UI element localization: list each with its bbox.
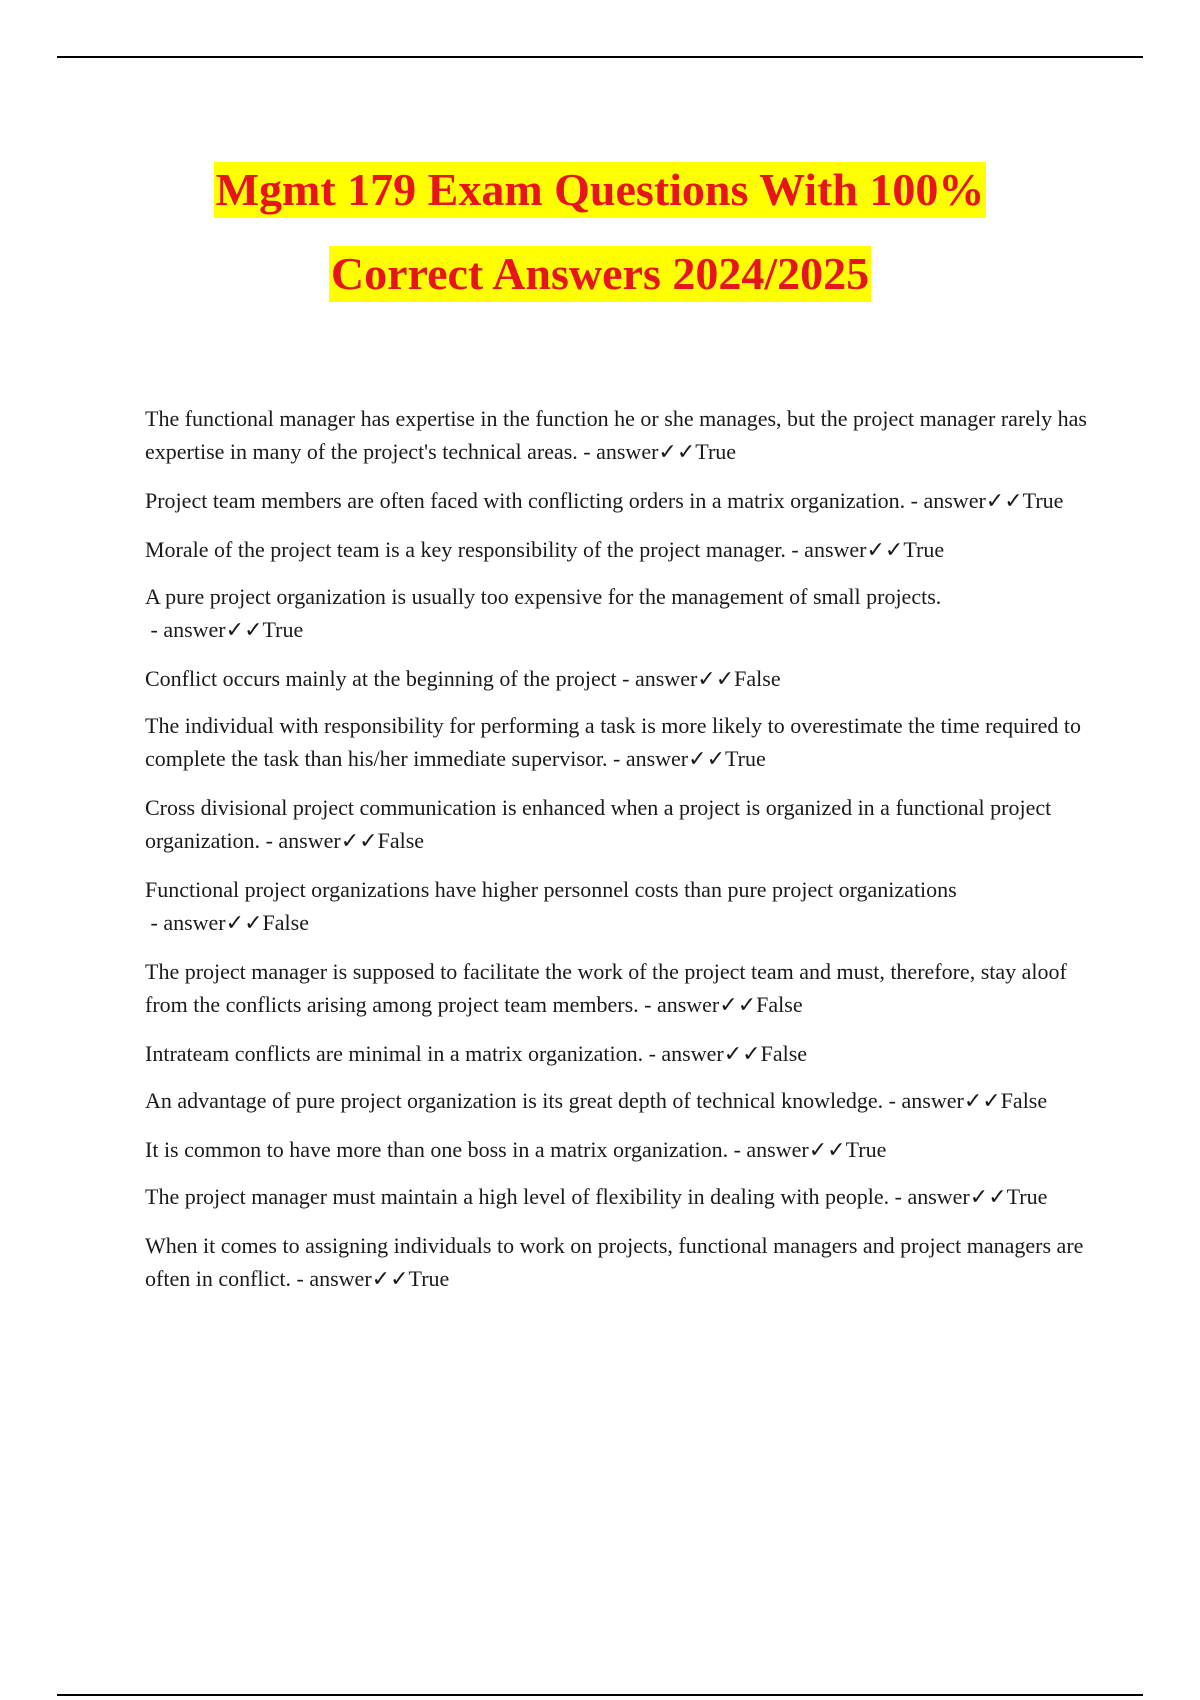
answer-value: False (734, 666, 781, 691)
question-text: Functional project organizations have higher personnel costs than pure project organizations (145, 877, 957, 902)
question-text: The individual with responsibility for performing a task is more likely to overestimate the time required to complete the task than his/her immediate supervisor. (145, 713, 1081, 771)
question-text: A pure project organization is usually too expensive for the management of small projects. (145, 584, 942, 609)
question-text: Cross divisional project communication is enhanced when a project is organized in a functional project organization. (145, 795, 1052, 853)
check-icon: ✓✓ (658, 439, 696, 464)
question-text: It is common to have more than one boss in a matrix organization. (145, 1137, 729, 1162)
qa-item (145, 709, 1090, 775)
check-icon: ✓✓ (225, 617, 263, 642)
check-icon: ✓✓ (225, 910, 263, 935)
answer-value: True (725, 746, 766, 771)
qa-item (145, 1084, 1090, 1117)
answer-label: - answer (607, 746, 689, 771)
qa-item (145, 402, 1090, 468)
qa-item (145, 955, 1090, 1021)
answer-label: - answer (889, 1184, 970, 1209)
answer-value: False (377, 828, 425, 853)
answer-value: True (845, 1137, 887, 1162)
check-icon: ✓✓ (723, 1041, 761, 1066)
answer-label: - answer (145, 910, 226, 935)
check-icon: ✓✓ (697, 666, 735, 691)
answer-label: - answer (260, 828, 341, 853)
question-text: Project team members are often faced with conflicting orders in a matrix organization. (145, 488, 906, 513)
check-icon: ✓✓ (688, 746, 726, 771)
qa-item (145, 1180, 1090, 1213)
answer-value: True (1022, 488, 1064, 513)
title-line-1: Mgmt 179 Exam Questions With 100% (214, 162, 987, 218)
top-rule (57, 56, 1143, 58)
question-text: Intrateam conflicts are minimal in a matrix organization. (145, 1041, 644, 1066)
answer-value: False (1000, 1088, 1048, 1113)
answer-value: False (756, 992, 803, 1017)
check-icon: ✓✓ (985, 488, 1023, 513)
check-icon: ✓✓ (969, 1184, 1007, 1209)
question-text: An advantage of pure project organization is its great depth of technical knowledge. (145, 1088, 884, 1113)
answer-label: - answer (728, 1137, 809, 1162)
answer-label: - answer (643, 1041, 724, 1066)
answer-value: False (760, 1041, 808, 1066)
answer-label: - answer (905, 488, 986, 513)
answer-value: False (262, 910, 309, 935)
answer-label: - answer (145, 617, 226, 642)
qa-item (145, 533, 1090, 566)
qa-item (145, 791, 1090, 857)
question-text: When it comes to assigning individuals to work on projects, functional managers and project managers are often in conflict. (145, 1233, 1084, 1291)
qa-item (145, 873, 1090, 939)
answer-value: True (408, 1266, 450, 1291)
check-icon: ✓✓ (371, 1266, 409, 1291)
answer-label: - answer (291, 1266, 372, 1291)
check-icon: ✓✓ (719, 992, 757, 1017)
answer-value: True (903, 537, 945, 562)
answer-label: - answer (616, 666, 698, 691)
answer-value: True (262, 617, 304, 642)
check-icon: ✓✓ (866, 537, 904, 562)
qa-item (145, 1229, 1090, 1295)
question-text: Morale of the project team is a key responsibility of the project manager. (145, 537, 786, 562)
check-icon: ✓✓ (963, 1088, 1001, 1113)
answer-label: - answer (883, 1088, 964, 1113)
answer-value: True (695, 439, 737, 464)
qa-item (145, 662, 1090, 695)
question-answer-list (145, 402, 1090, 1311)
bottom-rule (57, 1694, 1143, 1696)
qa-item (145, 1037, 1090, 1070)
answer-label: - answer (577, 439, 659, 464)
answer-value: True (1006, 1184, 1048, 1209)
answer-label: - answer (785, 537, 867, 562)
qa-item (145, 1133, 1090, 1166)
qa-item (145, 484, 1090, 517)
check-icon: ✓✓ (340, 828, 378, 853)
answer-label: - answer (638, 992, 720, 1017)
question-text: The functional manager has expertise in the function he or she manages, but the project manager rarely has expertise in many of the project's technical areas. (145, 406, 1087, 464)
check-icon: ✓✓ (808, 1137, 846, 1162)
question-text: The project manager is supposed to facilitate the work of the project team and must, therefore, stay aloof from the conflicts arising among project team members. (145, 959, 1067, 1017)
document-title (0, 162, 1200, 330)
question-text: Conflict occurs mainly at the beginning of the project (145, 666, 617, 691)
qa-item (145, 580, 1090, 646)
title-line-2: Correct Answers 2024/2025 (329, 246, 871, 302)
question-text: The project manager must maintain a high level of flexibility in dealing with people. (145, 1184, 890, 1209)
